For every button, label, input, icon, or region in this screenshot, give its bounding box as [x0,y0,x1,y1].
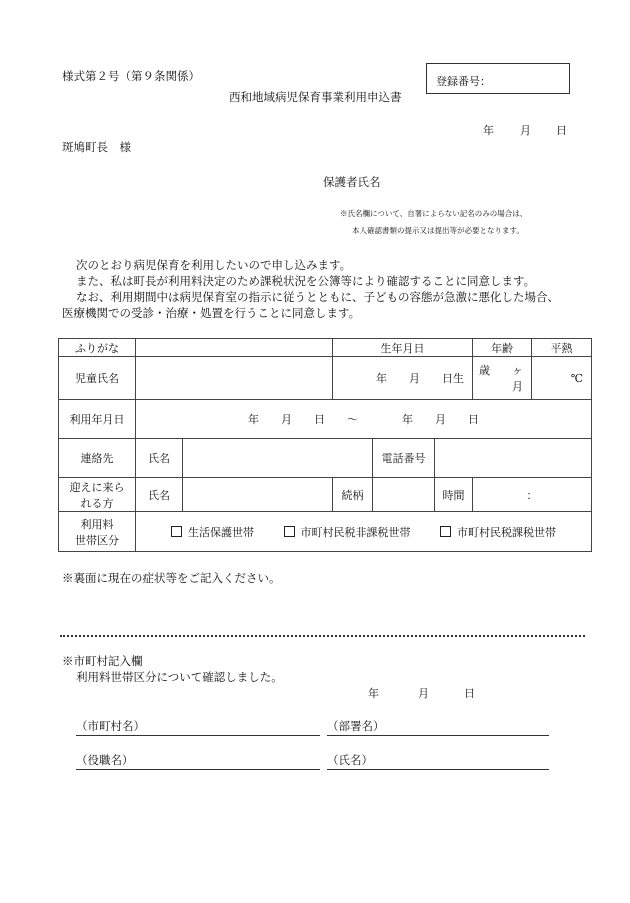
contact-name-label: 氏名 [136,439,183,478]
furigana-label: ふりがな [59,339,136,357]
form-number: 様式第２号（第９条関係） [62,69,200,83]
furigana-field[interactable] [136,339,333,357]
normal-temp-field[interactable]: ℃ [532,357,592,400]
child-name-field[interactable] [136,357,333,400]
birth-date-field[interactable]: 年 月 日生 [333,357,473,400]
age-field[interactable]: 歳 ヶ月 [473,357,532,400]
application-text-line-2: また、私は町長が利用料決定のため課税状況を公簿等により確認することに同意します。 [76,274,536,288]
time-field[interactable]: ： [473,478,592,512]
pickup-name-field[interactable] [183,478,333,512]
use-date-label: 利用年月日 [59,400,136,439]
department-label: （部署名） [327,719,385,733]
checkbox-icon[interactable] [440,526,451,537]
time-label: 時間 [435,478,473,512]
date-month-label: 月 [520,124,531,137]
addressee: 斑鳩町長 様 [62,140,131,154]
position-label: （役職名） [76,753,134,767]
position-line[interactable] [76,769,320,770]
signature-note-line-1: ※氏名欄について、自署によらない記名のみの場合は、 [340,209,528,218]
back-side-note: ※裏面に現在の症状等をご記入ください。 [62,571,281,585]
official-name-label: （氏名） [327,753,373,767]
date-day-label: 日 [556,124,567,137]
form-title: 西和地域病児保育事業利用申込書 [229,90,402,104]
municipal-confirm-text: 利用料世帯区分について確認しました。 [76,670,283,684]
checkbox-icon[interactable] [171,526,182,537]
registration-number-label: 登録番号： [436,75,491,88]
child-name-label: 児童氏名 [59,357,136,400]
contact-label: 連絡先 [59,439,136,478]
contact-name-field[interactable] [183,439,373,478]
municipal-date-year: 年 [368,687,379,700]
fee-category-options [136,512,592,552]
phone-field[interactable] [435,439,592,478]
application-text-line-1: 次のとおり病児保育を利用したいので申し込みます。 [76,258,352,272]
birth-date-label: 生年月日 [333,339,473,357]
municipal-section-heading: ※市町村記入欄 [62,654,143,668]
city-name-line[interactable] [76,735,320,736]
pickup-person-label: 迎えに来ら れる方 [59,478,136,512]
guardian-name-label: 保護者氏名 [323,175,381,189]
pickup-name-label: 氏名 [136,478,183,512]
normal-temp-label: 平熱 [532,339,592,357]
phone-label: 電話番号 [373,439,435,478]
registration-number-box[interactable] [426,63,570,94]
fee-option-taxable[interactable]: 市町村民税課税世帯 [440,524,556,540]
municipal-date-day: 日 [464,687,475,700]
municipal-date-month: 月 [418,687,429,700]
signature-note-line-2: 本人確認書類の提示又は提出等が必要となります。 [352,226,524,235]
cut-line-divider [60,635,585,637]
fee-option-welfare[interactable]: 生活保護世帯 [171,524,254,540]
age-label: 年齢 [473,339,532,357]
relation-field[interactable] [373,478,435,512]
use-date-field[interactable]: 年 月 日 ～ 年 月 日 [136,400,592,439]
fee-option-non-taxable[interactable]: 市町村民税非課税世帯 [284,524,411,540]
relation-label: 続柄 [333,478,373,512]
official-name-line[interactable] [327,769,549,770]
application-table [58,338,592,552]
department-line[interactable] [327,735,549,736]
application-text-line-3: なお、利用期間中は病児保育室の指示に従うとともに、子どもの容態が急激に悪化した場合、 [76,290,559,304]
date-year-label: 年 [483,124,494,137]
fee-category-label: 利用料 世帯区分 [59,512,136,552]
checkbox-icon[interactable] [284,526,295,537]
city-name-label: （市町村名） [76,719,145,733]
application-text-line-4: 医療機関での受診・治療・処置を行うことに同意します。 [62,306,361,320]
